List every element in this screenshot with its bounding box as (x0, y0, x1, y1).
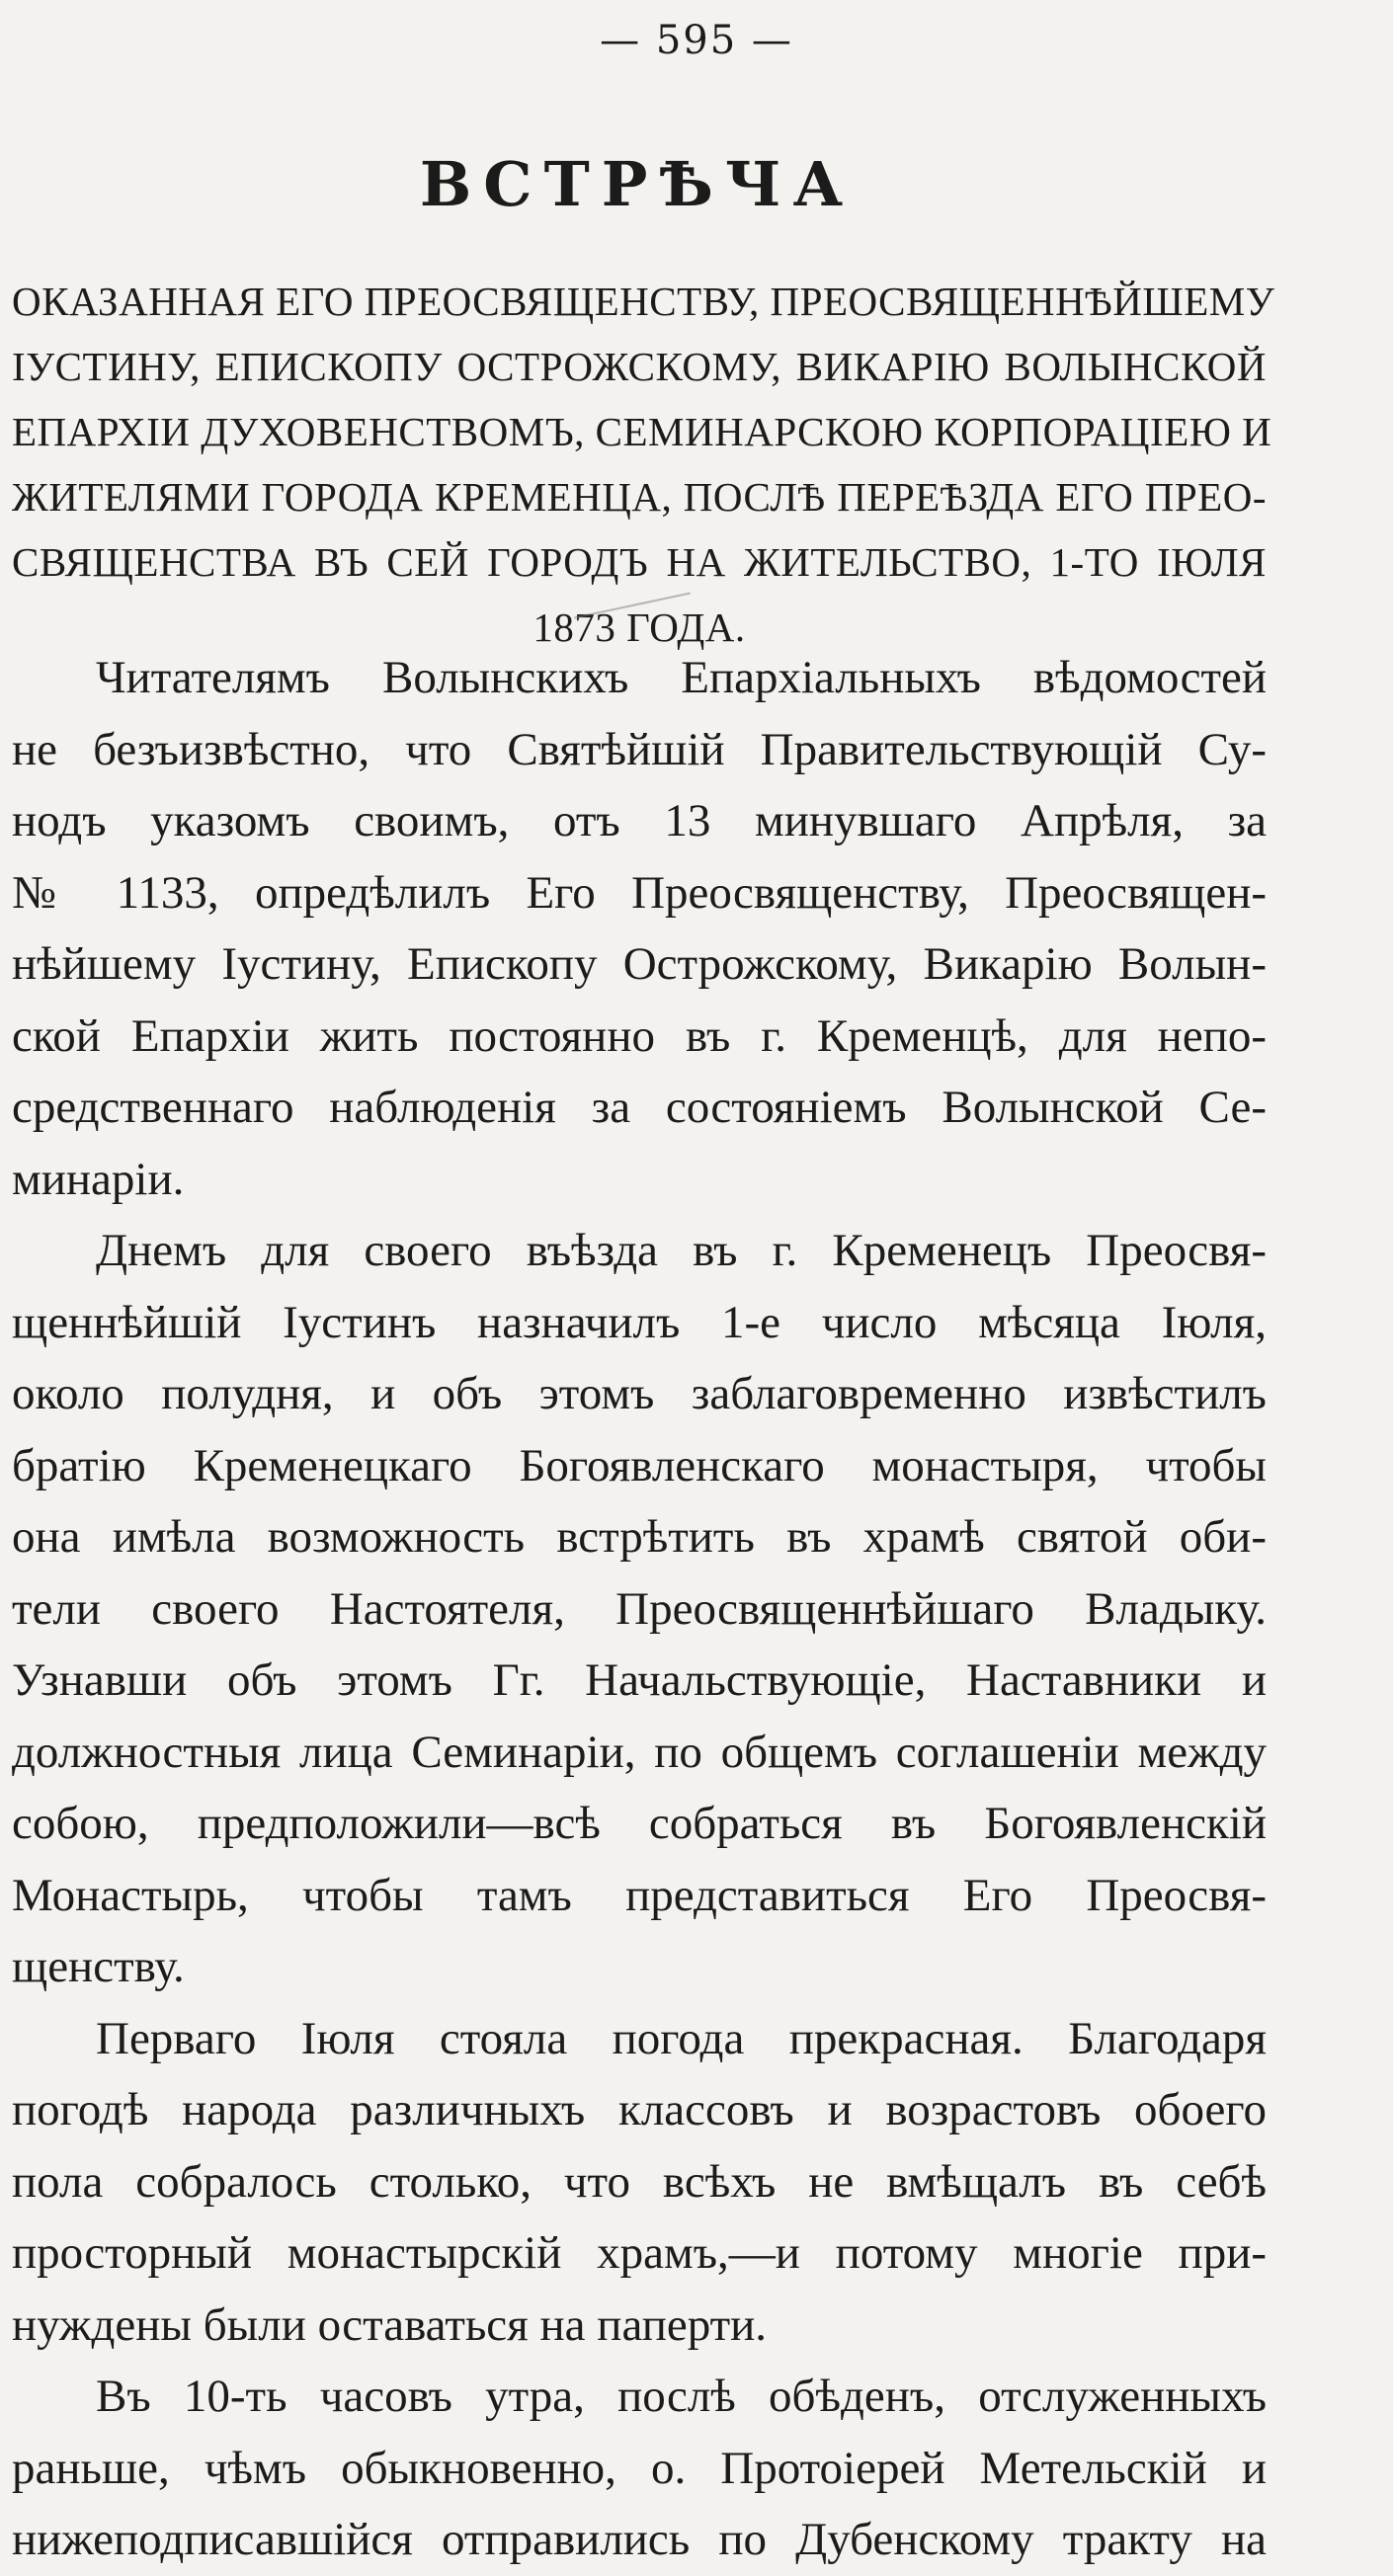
text-line: погодѣ народа различныхъ классовъ и возрастовъ обоего (12, 2084, 1267, 2135)
subtitle-line: СВЯЩЕНСТВА ВЪ СЕЙ ГОРОДЪ НА ЖИТЕЛЬСТВО, 1-ТО ІЮЛЯ (12, 539, 1267, 585)
text-line: нѣйшему Іустину, Епископу Острожскому, Викарію Волын- (12, 938, 1267, 990)
text-line: должностныя лица Семинаріи, по общемъ соглашеніи между (12, 1726, 1267, 1778)
text-line: тели своего Настоятеля, Преосвященнѣйшаго Владыку. (12, 1582, 1267, 1635)
text-line: Читателямъ Волынскихъ Епархіальныхъ вѣдомостей (96, 652, 1267, 703)
text-line: ской Епархіи жить постоянно въ г. Кременцѣ, для непо- (12, 1009, 1267, 1062)
text-line: минаріи. (12, 1153, 185, 1205)
text-line: не безъизвѣстно, что Святѣйшій Правительствующій Су- (12, 723, 1267, 775)
text-line: пола собралось столько, что всѣхъ не вмѣщалъ въ себѣ (12, 2155, 1267, 2208)
text-line: просторный монастырскій храмъ,—и потому многіе при- (12, 2227, 1267, 2279)
subtitle-line: ІУСТИНУ, ЕПИСКОПУ ОСТРОЖСКОМУ, ВИКАРІЮ ВОЛЫНСКОЙ (12, 344, 1267, 389)
text-line: Перваго Іюля стояла погода прекрасная. Благодаря (96, 2012, 1267, 2064)
text-line: средственнаго наблюденія за состояніемъ Волынской Се- (12, 1082, 1267, 1133)
article-subtitle (12, 269, 1275, 660)
text-line: нижеподписавшійся отправились по Дубенскому тракту на (12, 2514, 1267, 2565)
body-text (12, 642, 1267, 2576)
article-title: ВСТРѢЧА (419, 148, 856, 220)
text-line: Въ 10-ть часовъ утра, послѣ обѣденъ, отслуженныхъ (96, 2371, 1267, 2422)
subtitle-line: 1873 ГОДА. (533, 604, 746, 650)
text-line: Узнавши объ этомъ Гг. Начальствующіе, Наставники и (12, 1654, 1267, 1706)
text-line: щеннѣйшій Іустинъ назначилъ 1-е число мѣсяца Іюля, (12, 1296, 1267, 1348)
text-line: нодъ указомъ своимъ, отъ 13 минувшаго Апрѣля, за (12, 795, 1267, 846)
text-line: щенству. (12, 1941, 185, 1992)
text-line: раньше, чѣмъ обыкновенно, о. Протоіерей Метельскій и (12, 2442, 1267, 2494)
page-number: — 595 — (600, 18, 793, 63)
text-line: около полудня, и объ этомъ заблаговременно извѣстилъ (12, 1368, 1267, 1419)
text-line: братію Кременецкаго Богоявленскаго монастыря, чтобы (12, 1439, 1267, 1491)
text-line: собою, предположили—всѣ собраться въ Богоявленскій (12, 1798, 1267, 1849)
text-line: Днемъ для своего въѣзда въ г. Кременецъ Преосвя- (96, 1225, 1267, 1276)
subtitle-line: ОКАЗАННАЯ ЕГО ПРЕОСВЯЩЕНСТВУ, ПРЕОСВЯЩЕННѢЙШЕМУ (12, 279, 1275, 324)
text-line: № 1133, опредѣлилъ Его Преосвященству, Преосвящен- (12, 866, 1267, 919)
text-line: она имѣла возможность встрѣтить въ храмѣ святой оби- (12, 1511, 1267, 1563)
subtitle-line: ЕПАРХІИ ДУХОВЕНСТВОМЪ, СЕМИНАРСКОЮ КОРПОРАЦІЕЮ И (12, 409, 1272, 454)
text-line: Монастырь, чтобы тамъ представиться Его Преосвя- (12, 1869, 1267, 1921)
subtitle-line: ЖИТЕЛЯМИ ГОРОДА КРЕМЕНЦА, ПОСЛѢ ПЕРЕѢЗДА ЕГО ПРЕО- (12, 474, 1267, 520)
text-line: нуждены были оставаться на паперти. (12, 2298, 768, 2351)
